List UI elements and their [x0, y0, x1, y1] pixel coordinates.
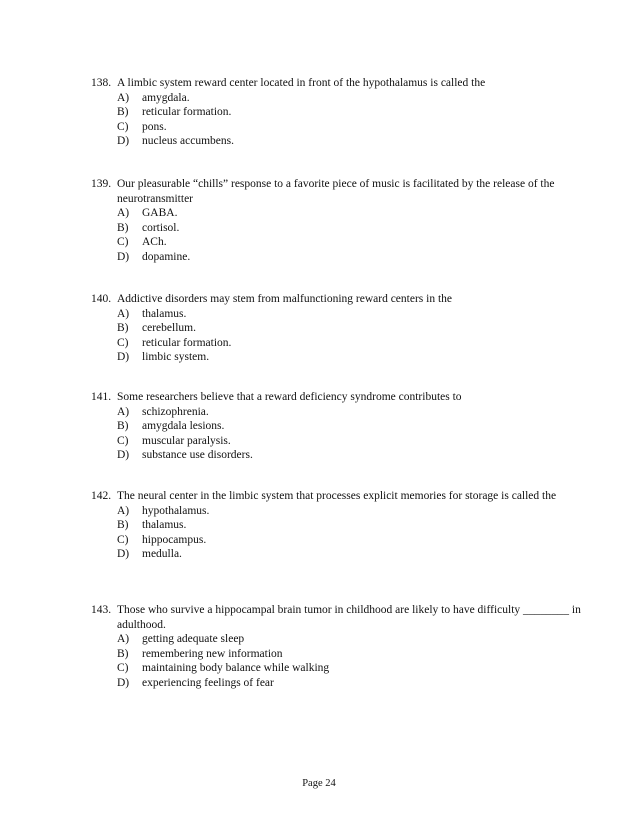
question-141 [91, 390, 581, 463]
option-text: remembering new information [142, 647, 283, 660]
answer-option-d [117, 676, 581, 691]
option-text: thalamus. [142, 307, 187, 320]
option-text: reticular formation. [142, 106, 232, 118]
answer-option-b [117, 321, 581, 336]
option-text: hippocampus. [142, 533, 207, 546]
answer-option-a [117, 91, 581, 106]
answer-options [117, 504, 581, 562]
answer-option-d [117, 134, 581, 149]
question-number: 139. [91, 178, 112, 190]
option-letter: B) [117, 221, 129, 234]
answer-option-a [117, 632, 581, 647]
answer-option-c [117, 434, 581, 449]
answer-option-a [117, 307, 581, 322]
option-text: experiencing feelings of fear [142, 676, 274, 689]
option-letter: B) [117, 106, 129, 118]
answer-option-a [117, 405, 581, 420]
option-letter: D) [117, 449, 130, 461]
option-letter: D) [117, 135, 130, 147]
answer-option-d [117, 350, 581, 365]
option-letter: C) [117, 434, 129, 447]
question-139 [91, 177, 581, 264]
answer-option-c [117, 533, 581, 548]
answer-options [117, 91, 581, 149]
answer-option-c [117, 336, 581, 351]
question-text: Those who survive a hippocampal brain tumor in childhood are likely to have difficulty ________ in adulthood. [117, 604, 581, 631]
answer-option-a [117, 504, 581, 519]
answer-option-b [117, 647, 581, 662]
answer-option-d [117, 547, 581, 562]
option-letter: D) [117, 676, 130, 689]
option-letter: C) [117, 336, 129, 349]
answer-option-c [117, 661, 581, 676]
option-letter: D) [117, 351, 130, 363]
option-text: schizophrenia. [142, 405, 209, 418]
option-text: nucleus accumbens. [142, 135, 234, 147]
option-text: getting adequate sleep [142, 633, 245, 645]
option-letter: A) [117, 307, 130, 320]
answer-option-b [117, 518, 581, 533]
option-text: dopamine. [142, 250, 191, 263]
option-text: ACh. [142, 236, 167, 248]
answer-options [117, 632, 581, 690]
option-letter: B) [117, 647, 129, 660]
question-number: 138. [91, 77, 112, 89]
answer-option-b [117, 419, 581, 434]
question-text: Our pleasurable “chills” response to a favorite piece of music is facilitated by the release of the neurotransmitter [117, 178, 555, 205]
option-text: reticular formation. [142, 336, 232, 349]
answer-options [117, 307, 581, 365]
question-140 [91, 292, 581, 365]
option-text: amygdala. [142, 91, 190, 104]
option-letter: C) [117, 533, 129, 546]
option-letter: C) [117, 236, 129, 248]
option-text: pons. [142, 120, 167, 133]
answer-option-d [117, 448, 581, 463]
option-letter: A) [117, 207, 130, 219]
option-letter: A) [117, 91, 130, 104]
option-letter: D) [117, 548, 130, 560]
answer-option-b [117, 221, 581, 236]
question-142 [91, 489, 581, 562]
option-letter: A) [117, 504, 130, 517]
question-138 [91, 76, 581, 149]
answer-options [117, 206, 581, 264]
question-number: 142. [91, 490, 112, 502]
question-text: Some researchers believe that a reward deficiency syndrome contributes to [117, 391, 462, 403]
page-number: Page 24 [302, 778, 336, 789]
question-143 [91, 603, 581, 690]
option-text: limbic system. [142, 351, 210, 363]
option-letter: B) [117, 322, 129, 334]
option-text: medulla. [142, 548, 182, 560]
option-letter: B) [117, 519, 129, 531]
question-stem [91, 177, 581, 206]
answer-option-c [117, 235, 581, 250]
option-text: cerebellum. [142, 322, 196, 334]
option-text: substance use disorders. [142, 449, 253, 461]
question-text: The neural center in the limbic system that processes explicit memories for storage is called the [117, 490, 557, 502]
answer-options [117, 405, 581, 463]
question-stem [91, 603, 581, 632]
answer-option-b [117, 105, 581, 120]
question-stem [91, 489, 581, 504]
question-text: A limbic system reward center located in front of the hypothalamus is called the [117, 77, 486, 89]
option-letter: A) [117, 633, 130, 645]
answer-option-c [117, 120, 581, 135]
option-text: muscular paralysis. [142, 434, 231, 447]
option-letter: A) [117, 405, 130, 418]
question-text: Addictive disorders may stem from malfunctioning reward centers in the [117, 293, 452, 305]
question-stem [91, 390, 581, 405]
option-text: GABA. [142, 207, 178, 219]
option-text: amygdala lesions. [142, 420, 225, 432]
option-text: cortisol. [142, 221, 180, 234]
answer-option-a [117, 206, 581, 221]
question-number: 140. [91, 293, 112, 305]
option-letter: C) [117, 662, 129, 674]
question-stem [91, 292, 581, 307]
option-letter: D) [117, 250, 130, 263]
option-letter: B) [117, 420, 129, 432]
question-number: 141. [91, 391, 112, 403]
option-text: maintaining body balance while walking [142, 662, 330, 674]
answer-option-d [117, 250, 581, 265]
option-text: thalamus. [142, 519, 187, 531]
question-stem [91, 76, 581, 91]
question-number: 143. [91, 604, 112, 616]
option-letter: C) [117, 120, 129, 133]
option-text: hypothalamus. [142, 504, 210, 517]
